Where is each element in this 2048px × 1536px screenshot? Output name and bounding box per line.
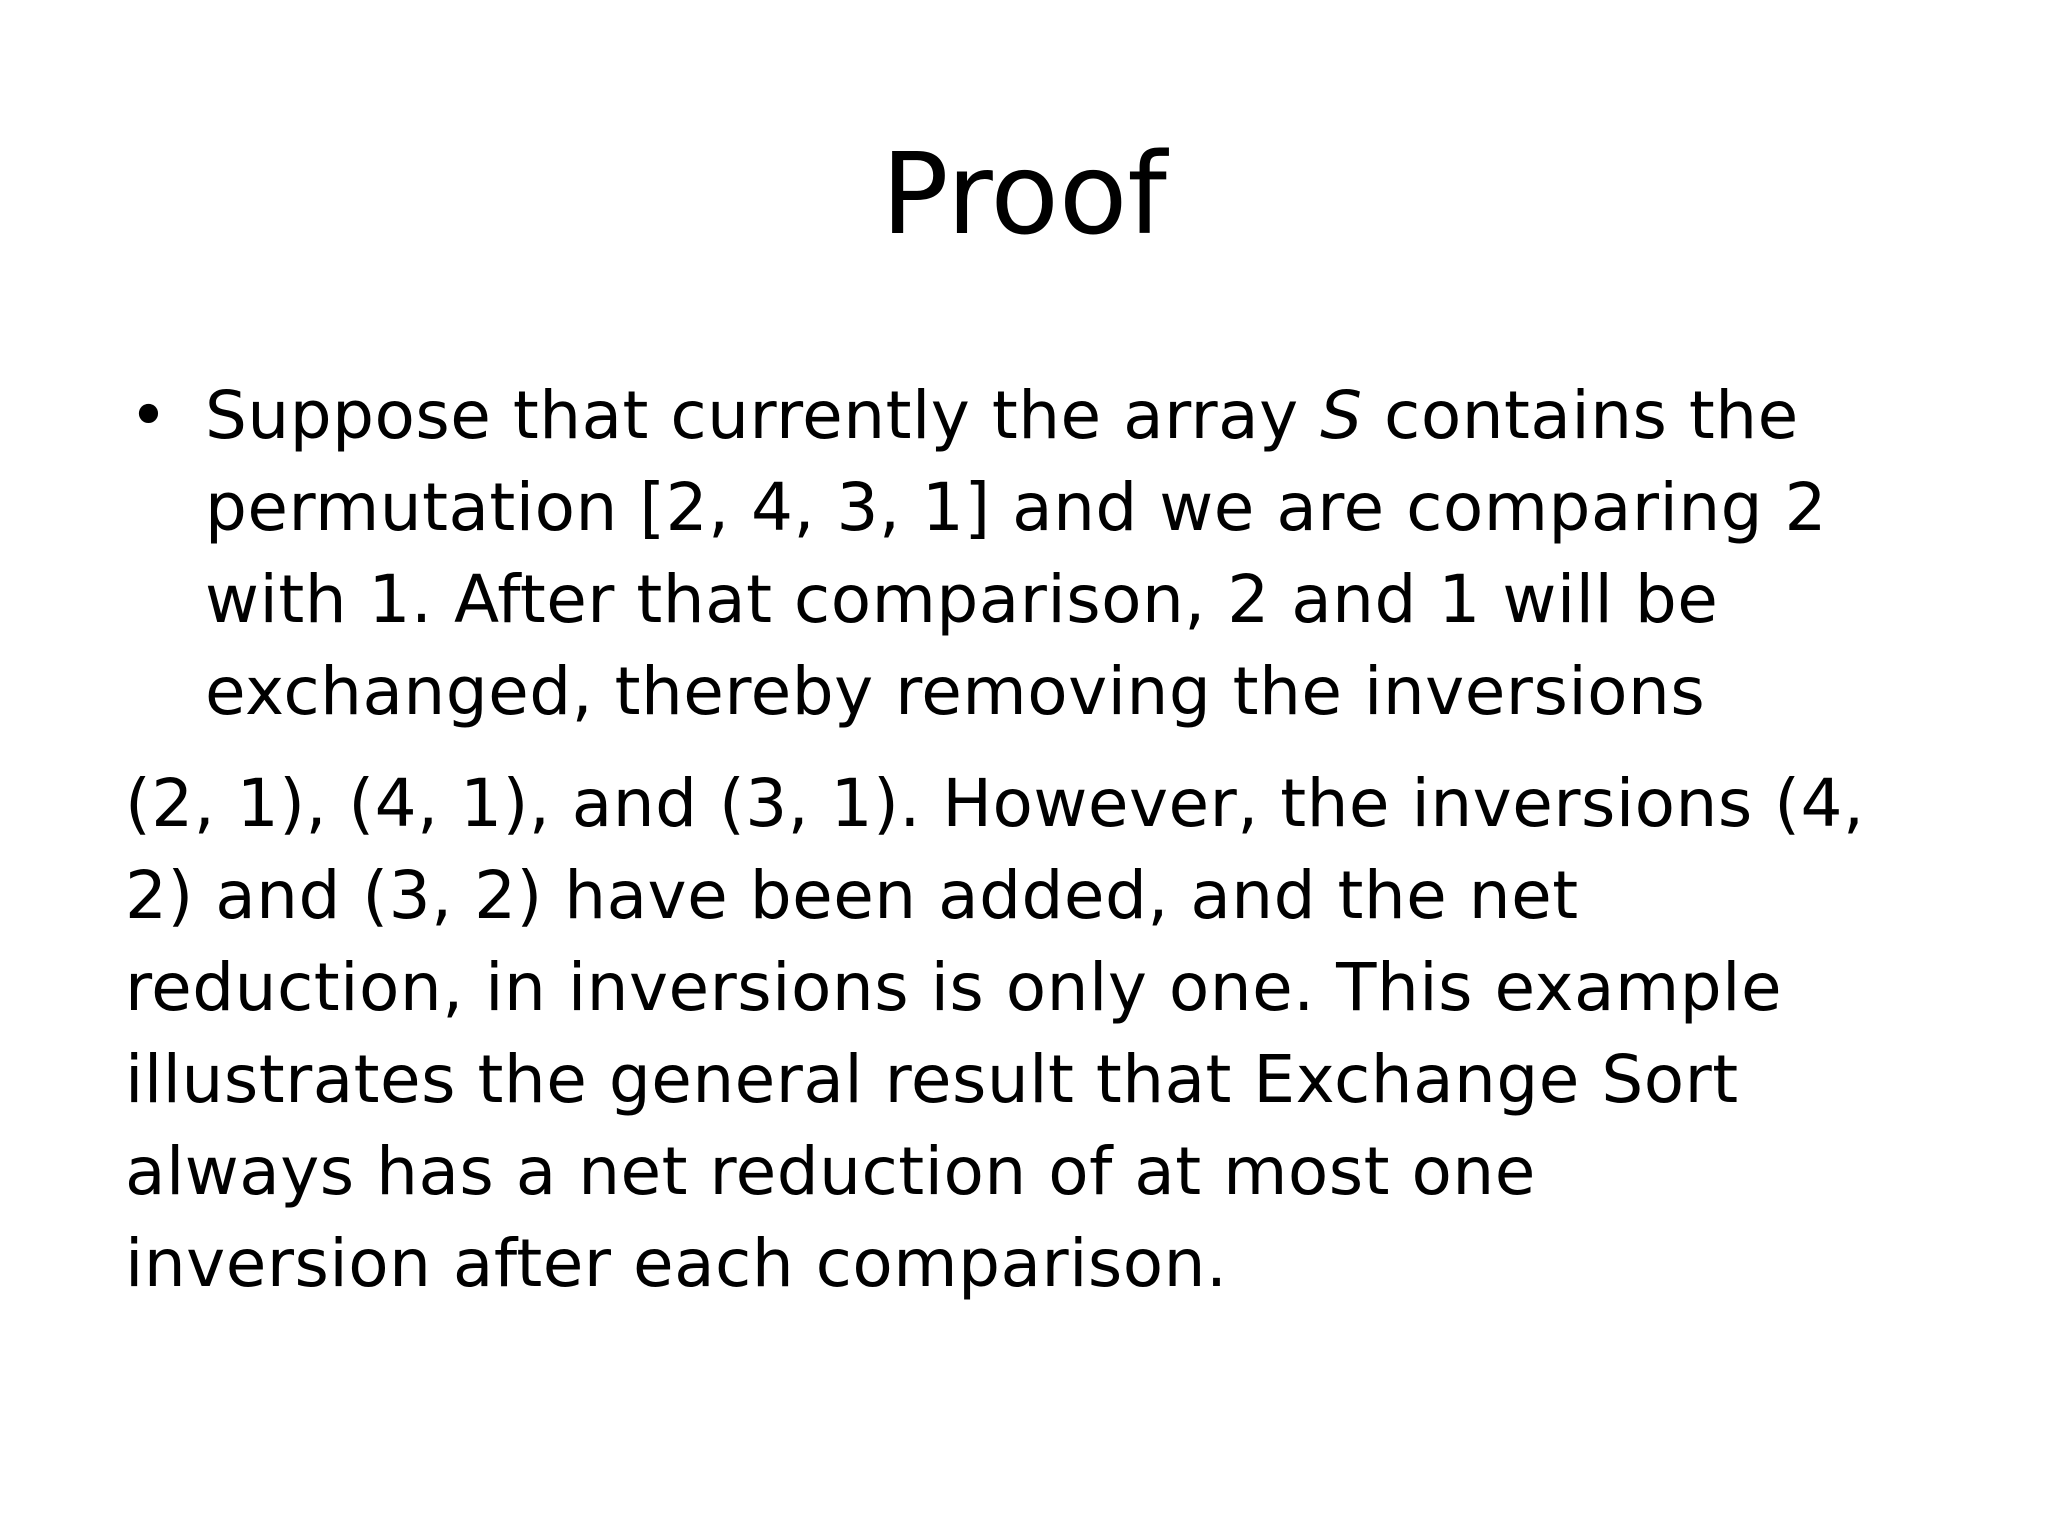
paragraph-2-line-4: illustrates the general result that Exchange Sort [125, 1041, 1739, 1118]
line-1-text-after: contains the [1362, 377, 1799, 454]
array-variable: S [1320, 377, 1363, 454]
paragraph-2-line-1: (2, 1), (4, 1), and (3, 1). However, the inversions (4, [125, 765, 1865, 842]
paragraph-2-line-6: inversion after each comparison. [125, 1225, 1228, 1302]
continuation-paragraph [125, 758, 1955, 1310]
bullet-icon: • [129, 377, 169, 454]
paragraph-1-line-4: exchanged, thereby removing the inversions [205, 653, 1706, 730]
paragraph-1-line-1 [205, 370, 1955, 462]
slide-body [125, 370, 1955, 1330]
slide-title: Proof [881, 130, 1167, 260]
paragraph-1-line-3: with 1. After that comparison, 2 and 1 will be [205, 561, 1719, 638]
paragraph-1-line-2: permutation [2, 4, 3, 1] and we are comparing 2 [205, 469, 1828, 546]
paragraph-2-line-3: reduction, in inversions is only one. This example [125, 949, 1783, 1026]
paragraph-2-line-2: 2) and (3, 2) have been added, and the net [125, 857, 1579, 934]
paragraph-2-line-5: always has a net reduction of at most one [125, 1133, 1536, 1210]
line-1-text-before: Suppose that currently the array [205, 377, 1321, 454]
bullet-paragraph [125, 370, 1955, 738]
